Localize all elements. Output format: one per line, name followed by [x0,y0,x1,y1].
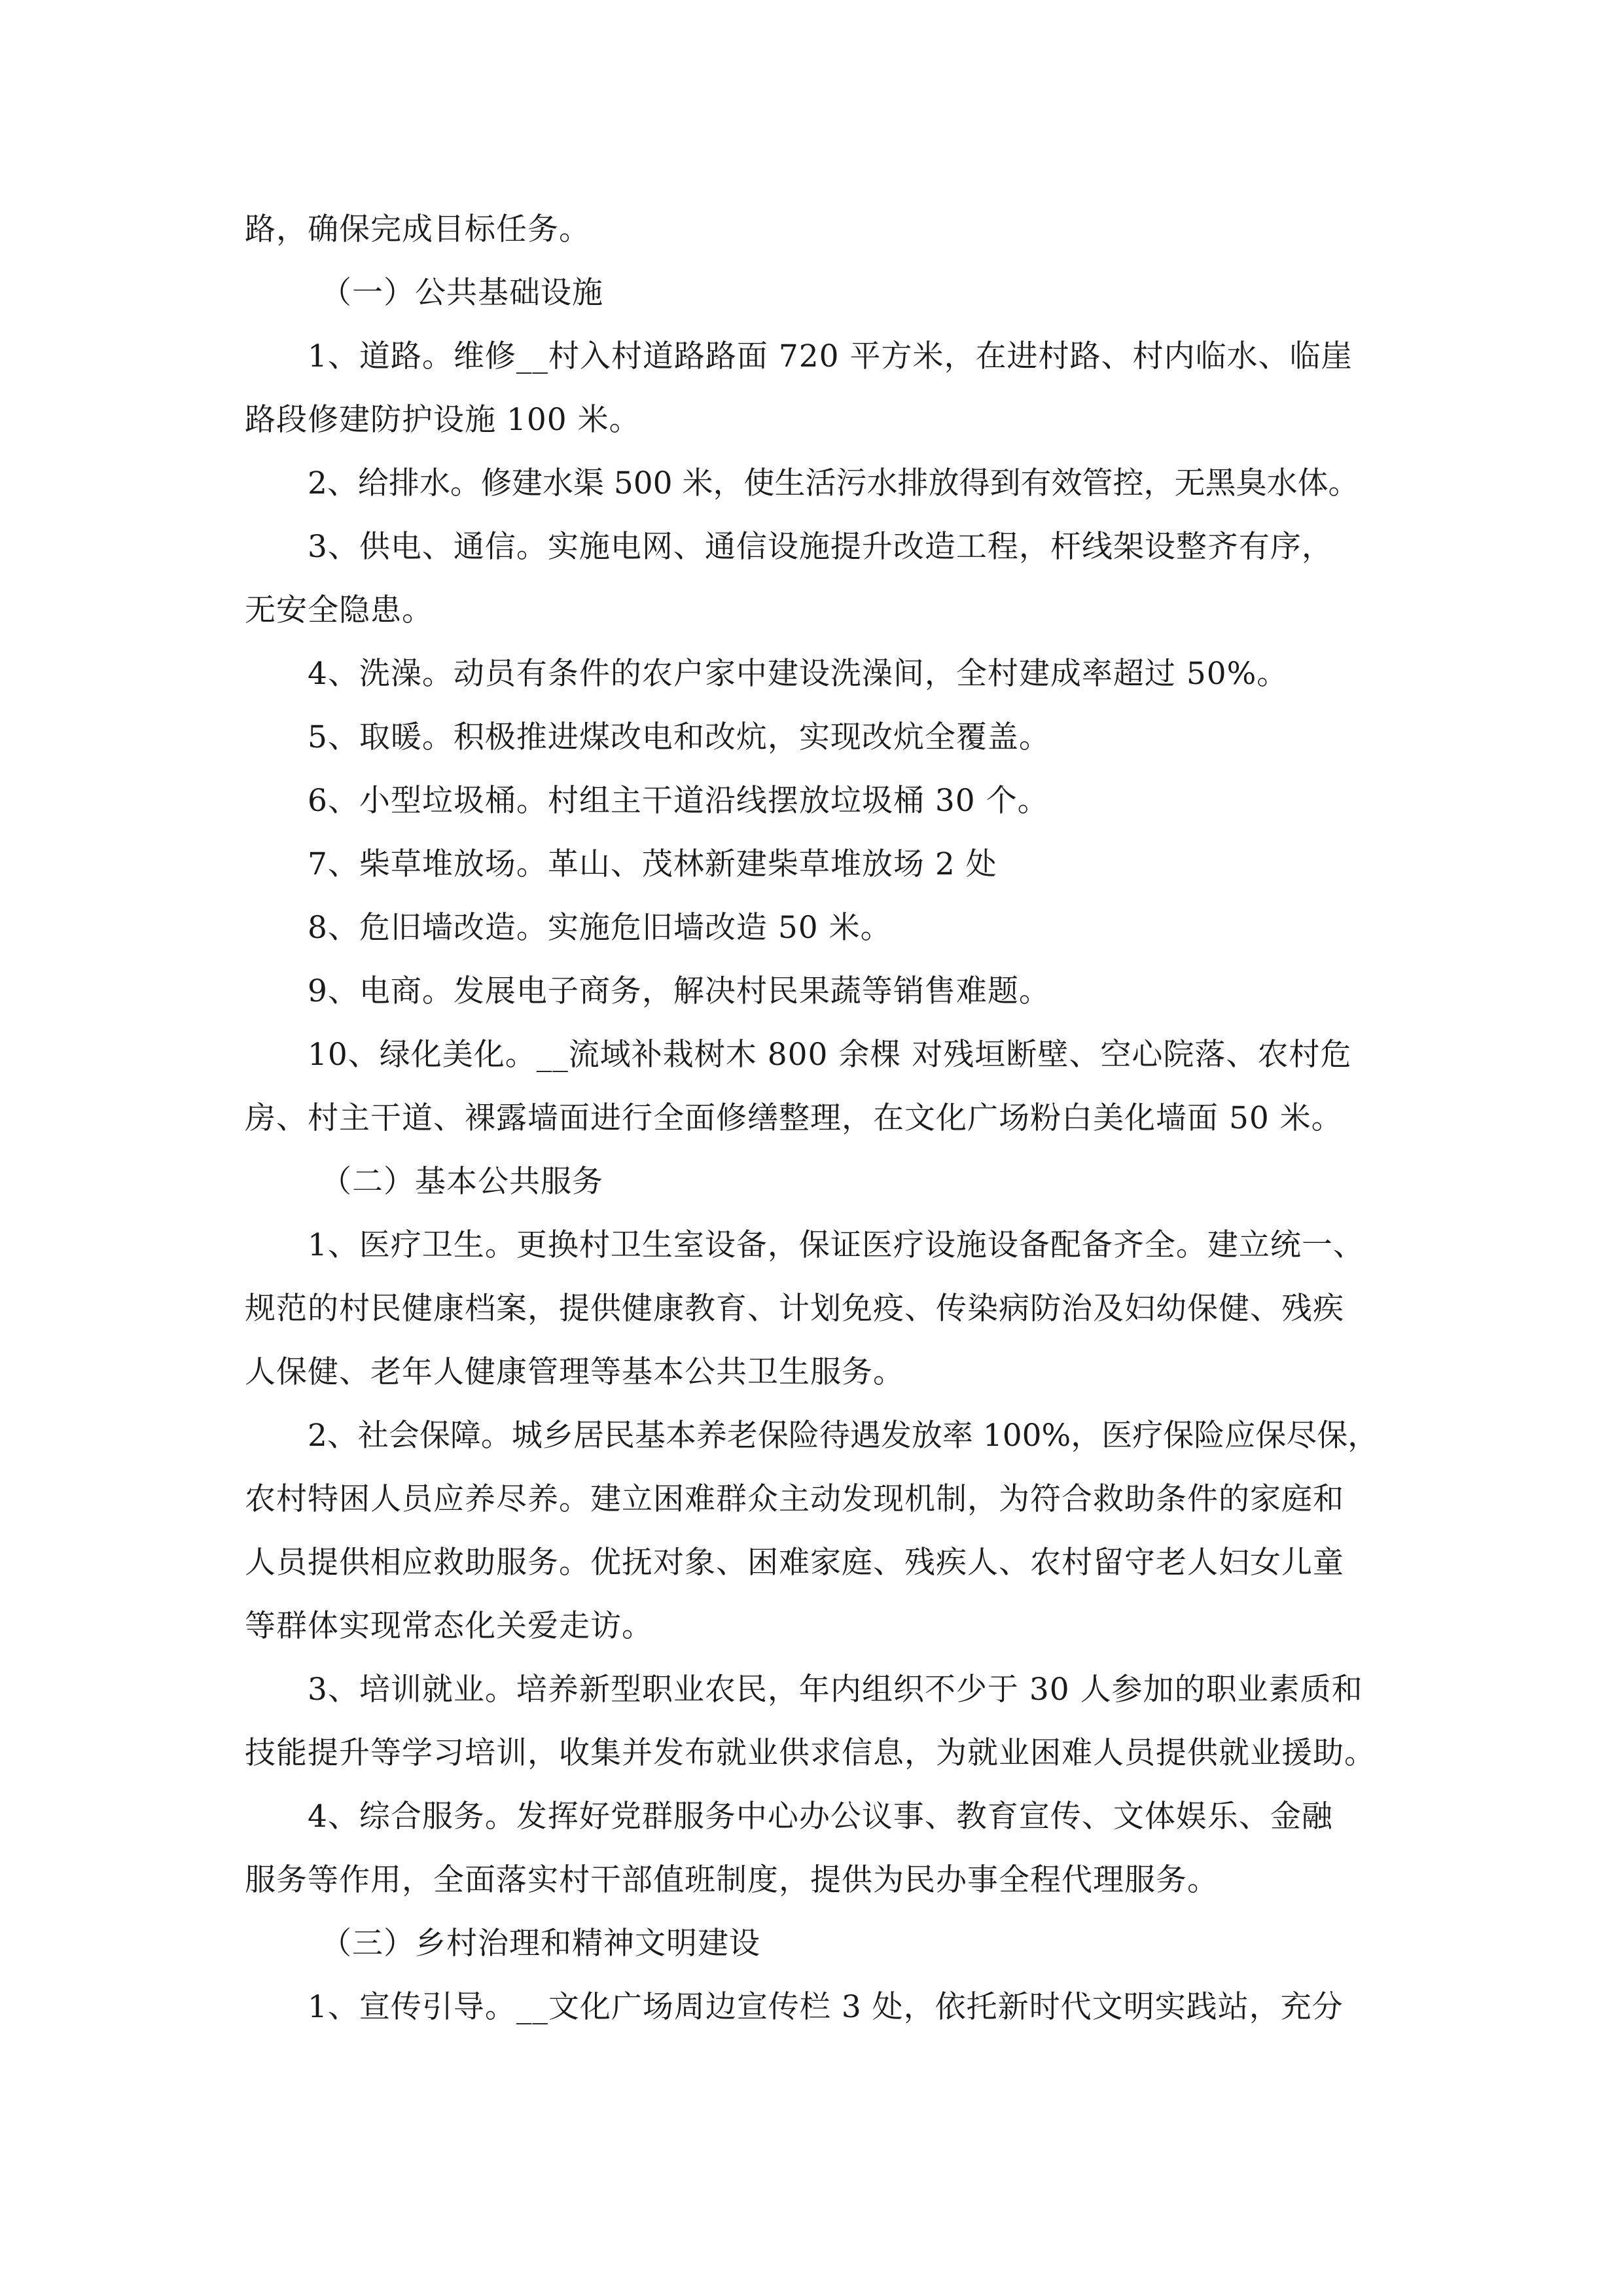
text-line: 无安全隐患。 [245,592,433,628]
text-line: 2、社会保障。城乡居民基本养老保险待遇发放率 100%，医疗保险应保尽保， [308,1418,1379,1454]
text-line: 1、宣传引导。__文化广场周边宣传栏 3 处，依托新时代文明实践站，充分 [308,1989,1344,2025]
text-line: 5、取暖。积极推进煤改电和改炕，实现改炕全覆盖。 [308,719,1050,755]
section-heading: （一）公共基础设施 [321,275,603,311]
text-line: 9、电商。发展电子商务，解决村民果蔬等销售难题。 [308,973,1050,1009]
section-heading: （二）基本公共服务 [321,1164,603,1200]
text-line: 规范的村民健康档案，提供健康教育、计划免疫、传染病防治及妇幼保健、残疾 [245,1291,1344,1327]
text-line: 技能提升等学习培训，收集并发布就业供求信息，为就业困难人员提供就业援助。 [245,1735,1376,1771]
text-line: 等群体实现常态化关爱走访。 [245,1608,653,1644]
text-line: 人保健、老年人健康管理等基本公共卫生服务。 [245,1354,904,1390]
text-line: 房、村主干道、裸露墙面进行全面修缮整理，在文化广场粉白美化墙面 50 米。 [245,1100,1343,1136]
text-line: 2、给排水。修建水渠 500 米，使生活污水排放得到有效管控，无黑臭水体。 [308,465,1359,501]
text-line: 1、道路。维修__村入村道路路面 720 平方米，在进村路、村内临水、临崖 [308,338,1353,374]
text-line: 路段修建防护设施 100 米。 [245,402,641,438]
text-line: 路，确保完成目标任务。 [245,211,590,247]
text-line: 1、医疗卫生。更换村卫生室设备，保证医疗设施设备配备齐全。建立统一、 [308,1227,1364,1263]
text-line: 4、洗澡。动员有条件的农户家中建设洗澡间，全村建成率超过 50%。 [308,656,1289,692]
text-line: 3、培训就业。培养新型职业农民，年内组织不少于 30 人参加的职业素质和 [308,1672,1363,1708]
section-heading: （三）乡村治理和精神文明建设 [321,1926,760,1962]
text-line: 人员提供相应救助服务。优抚对象、困难家庭、残疾人、农村留守老人妇女儿童 [245,1545,1344,1581]
text-line: 7、柴草堆放场。革山、茂林新建柴草堆放场 2 处 [308,846,997,882]
text-line: 3、供电、通信。实施电网、通信设施提升改造工程，杆线架设整齐有序， [308,529,1333,565]
text-line: 4、综合服务。发挥好党群服务中心办公议事、教育宣传、文体娱乐、金融 [308,1799,1333,1835]
text-line: 农村特困人员应养尽养。建立困难群众主动发现机制，为符合救助条件的家庭和 [245,1481,1344,1517]
text-line: 10、绿化美化。__流域补栽树木 800 余棵 对残垣断壁、空心院落、农村危 [308,1037,1352,1073]
text-line: 6、小型垃圾桶。村组主干道沿线摆放垃圾桶 30 个。 [308,783,1049,819]
text-line: 服务等作用，全面落实村干部值班制度，提供为民办事全程代理服务。 [245,1862,1219,1898]
text-line: 8、危旧墙改造。实施危旧墙改造 50 米。 [308,910,892,946]
